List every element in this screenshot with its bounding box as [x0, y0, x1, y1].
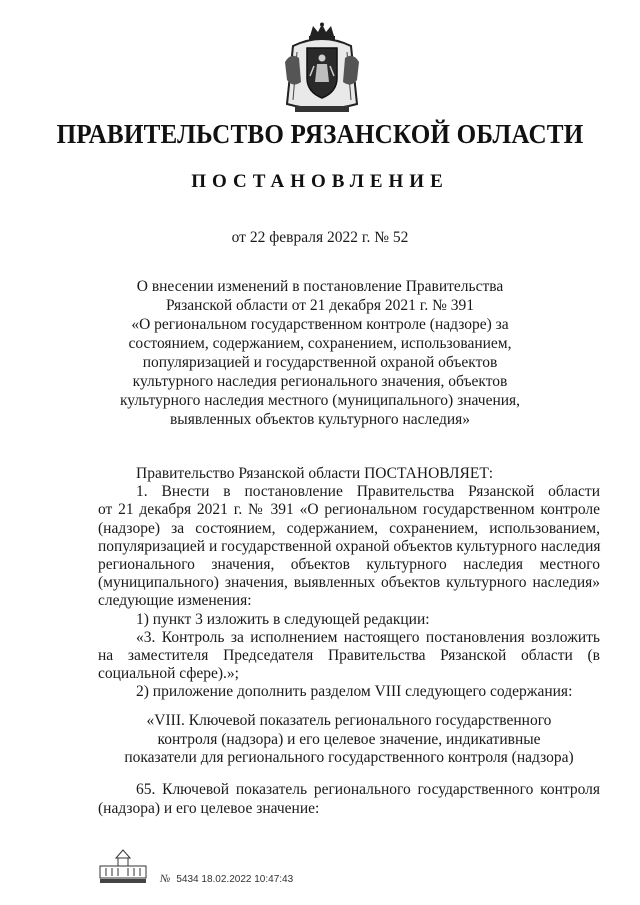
document-date-number: от 22 февраля 2022 г. № 52 [231, 229, 409, 246]
subject-line: «О региональном государственном контроле (надзоре) за [131, 316, 509, 333]
document-type-heading: ПОСТАНОВЛЕНИЕ [191, 171, 449, 192]
section-heading-line: контроля (надзора) и его целевое значение, индикативные [157, 730, 541, 748]
item-1-line: (надзоре) за состоянием, содержанием, сохранением, использованием, [98, 519, 600, 537]
document-subject [80, 277, 560, 429]
section-viii-heading [98, 712, 600, 768]
building-stamp-icon [96, 848, 150, 886]
document-registration-code [160, 873, 293, 885]
subject-line: популяризацией и государственной охраной объектов [142, 354, 498, 371]
subject-line: культурного наследия местного (муниципального) значения, [119, 392, 521, 409]
item-1-line: 1. Внести в постановление Правительства Рязанской области [136, 483, 600, 501]
subject-line: О внесении изменений в постановление Правительства [136, 278, 504, 295]
item-1-line: регионального значения, объектов культурного наследия местного [98, 556, 600, 574]
item-1-line: следующие изменения: [98, 592, 252, 610]
resolution-intro: Правительство Рязанской области ПОСТАНОВЛЯЕТ: [136, 465, 494, 482]
subitem-2: 2) приложение дополнить разделом VIII следующего содержания: [136, 683, 573, 701]
subject-line: Рязанской области от 21 декабря 2021 г. № 391 [166, 297, 474, 314]
quoted-point-3: «3. Контроль за исполнением настоящего постановления возложить на заместителя Председателя Правительства Рязанской области (в социальной сфере).»; [98, 628, 600, 683]
coat-of-arms-icon [277, 22, 367, 118]
document-body [98, 465, 600, 702]
subject-line: состоянием, содержанием, сохранением, использованием, [128, 335, 512, 352]
item-1-line: популяризацией и государственной охраной объектов культурного наследия [98, 537, 601, 555]
subitem-1: 1) пункт 3 изложить в следующей редакции: [136, 610, 430, 628]
section-heading-line: «VIII. Ключевой показатель регионального государственного [146, 712, 552, 729]
item-1-line: от 21 декабря 2021 г. № 391 «О региональном государственном контроле [98, 501, 600, 519]
paragraph-65: 65. Ключевой показатель регионального государственного контроля (надзора) и его целевое значение: [98, 781, 600, 817]
registration-code-text: 5434 18.02.2022 10:47:43 [176, 874, 294, 885]
item-1 [98, 483, 600, 610]
item-1-line: (муниципального) значения, выявленных объектов культурного наследия» [98, 574, 600, 592]
subject-line: выявленных объектов культурного наследия» [169, 411, 471, 428]
government-title: ПРАВИТЕЛЬСТВО РЯЗАНСКОЙ ОБЛАСТИ [56, 119, 584, 149]
section-heading-line: показатели для регионального государственного контроля (надзора) [124, 749, 574, 766]
number-symbol: № [160, 873, 171, 885]
subject-line: культурного наследия регионального значения, объектов [132, 373, 508, 390]
